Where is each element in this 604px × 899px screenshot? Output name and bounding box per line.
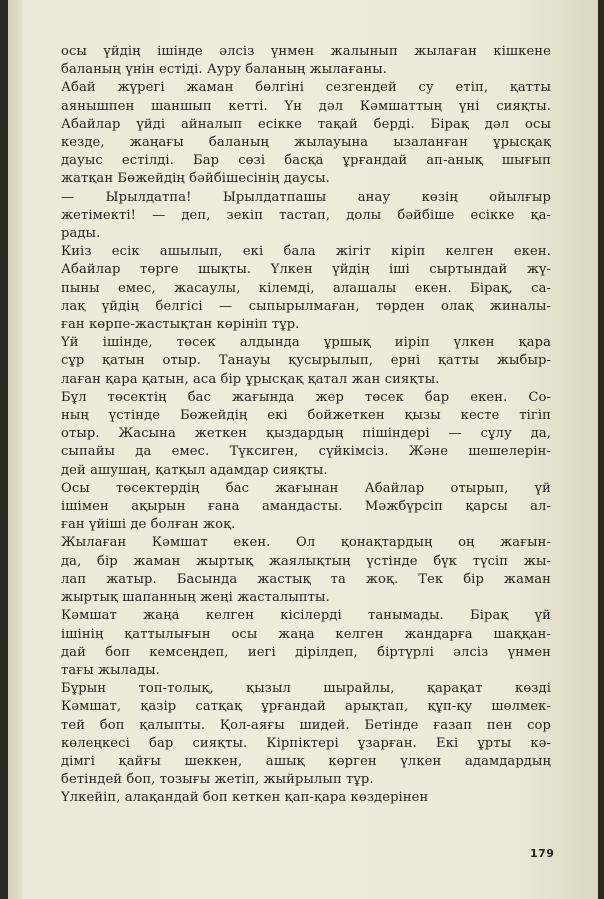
text-line: Абайлар үйді айналып есікке тақай берді. Бірақ дәл осы	[61, 116, 551, 132]
text-line: көлеңкесі бар сияқты. Кірпіктері ұзарған. Екі ұрты кә-	[61, 735, 551, 751]
text-line: тағы жылады.	[61, 662, 160, 678]
page-spine-shadow	[8, 0, 22, 899]
paragraph	[61, 480, 551, 535]
paragraph	[61, 243, 551, 334]
text-line: Жылаған Кәмшат екен. Ол қонақтардың оң жағын-	[61, 535, 551, 551]
text-line: дей ашушаң, қатқыл адамдар сияқты.	[61, 462, 328, 478]
text-line: Осы төсектердің бас жағынан Абайлар отырып, үй	[61, 480, 551, 496]
text-line: лаған қара қатын, аса бір ұрысқақ қатал жан сияқты.	[61, 371, 440, 387]
text-line: Абайлар төрге шықты. Үлкен үйдің іші сыртындай жү-	[61, 262, 551, 278]
text-line: Үй ішінде, төсек алдында ұршық иіріп үлкен қара	[61, 335, 551, 351]
text-line: дімгі қайғы шеккен, ашық көрген үлкен адамдардың	[61, 753, 551, 769]
text-line: Киіз есік ашылып, екі бала жігіт кіріп келген екен.	[61, 244, 551, 260]
text-line: Абай жүрегі жаман бөлгіні сезгендей су етіп, қатты	[61, 80, 551, 96]
book-page	[8, 0, 598, 899]
text-line: жатқан Бөжейдің бәйбішесінің даусы.	[61, 171, 330, 187]
text-line: дай боп кемсеңдеп, иегі дірілдеп, біртүрлі әлсіз үнмен	[61, 644, 551, 660]
paragraph	[61, 389, 551, 480]
text-line: ған көрпе-жастықтан көрініп тұр.	[61, 317, 300, 333]
paragraph	[61, 534, 551, 607]
text-line: Үлкейіп, алақандай боп кеткен қап-қара көздерінен	[61, 790, 429, 806]
paragraph	[61, 43, 551, 79]
text-line: пыны емес, жасаулы, кілемді, алашалы екен. Бірақ, са-	[61, 280, 551, 296]
text-line: Кәмшат, қазір сатқақ ұрғандай арықтап, құп-қу шөлмек-	[61, 699, 551, 715]
text-line: да, бір жаман жыртық жаялықтың үстінде бүк түсіп жы-	[61, 553, 551, 569]
text-line: аянышпен шаншып кетті. Үн дәл Кәмшаттың үні сияқты.	[61, 98, 551, 114]
text-line: сұр қатын отыр. Танауы қусырылып, ерні қатты жыбыр-	[61, 353, 551, 369]
text-line: Кәмшат жаңа келген кісілерді танымады. Бірақ үй	[61, 608, 551, 624]
text-line: баланың үнін естіді. Ауру баланың жылағаны.	[61, 62, 388, 78]
text-line: сыпайы да емес. Түксиген, сүйкімсіз. Және шешелерін-	[61, 444, 551, 460]
paragraph	[61, 334, 551, 389]
paragraph	[61, 79, 551, 188]
text-line: — Ырылдатпа! Ырылдатпашы анау көзің ойылғыр	[61, 189, 551, 205]
page-number: 179	[530, 847, 555, 860]
body-text	[61, 43, 551, 808]
text-line: тей боп қалыпты. Қол-аяғы шидей. Бетінде ғазап пен сор	[61, 717, 551, 733]
text-line: лақ үйдің белгісі — сыпырылмаған, төрден олақ жиналы-	[61, 298, 551, 314]
text-line: Бұл төсектің бас жағында жер төсек бар екен. Со-	[61, 389, 551, 405]
text-line: ішінің қаттылығын осы жаңа келген жандарға шаққан-	[61, 626, 551, 642]
text-line: жыртық шапанның жеңі жасталыпты.	[61, 590, 330, 606]
text-line: Бұрын топ-толық, қызыл шырайлы, қарақат көзді	[61, 681, 551, 697]
text-line: рады.	[61, 226, 101, 242]
text-line: жетімекті! — деп, зекіп тастап, долы бәйбіше есікке қа-	[61, 207, 551, 223]
paragraph	[61, 189, 551, 244]
paragraph	[61, 680, 551, 789]
text-line: ішімен ақырын ғана амандасты. Мәжбүрсіп қарсы ал-	[61, 499, 551, 515]
paragraph	[61, 789, 551, 807]
text-line: ның үстінде Бөжейдің екі бойжеткен қызы кесте тігіп	[61, 408, 551, 424]
text-line: ған үйіші де болған жоқ.	[61, 517, 236, 533]
text-line: дауыс естілді. Бар сөзі басқа ұрғандай ап-анық шығып	[61, 153, 551, 169]
text-line: осы үйдің ішінде әлсіз үнмен жалынып жылаған кішкене	[61, 44, 551, 59]
paragraph	[61, 607, 551, 680]
text-line: отыр. Жасына жеткен қыздардың пішіндері — сұлу да,	[61, 426, 551, 442]
text-line: лап жатыр. Басында жастық та жоқ. Тек бір жаман	[61, 571, 551, 587]
text-line: бетіндей боп, тозығы жетіп, жыйрылып тұр.	[61, 772, 374, 788]
text-line: кезде, жаңағы баланың жылауына ызаланған ұрысқақ	[61, 135, 551, 151]
